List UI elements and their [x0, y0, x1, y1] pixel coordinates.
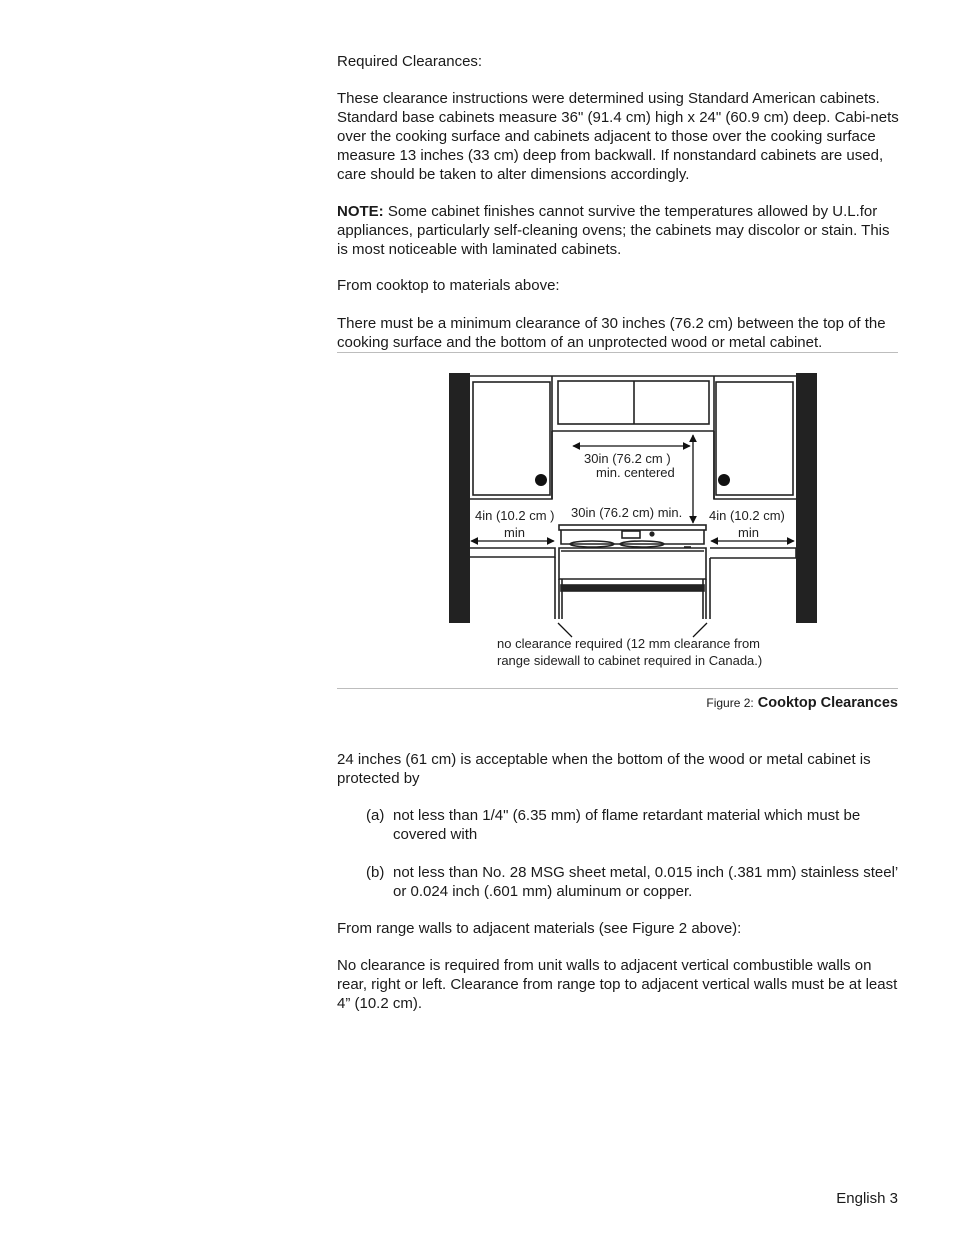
right-cabinet-knob	[718, 474, 730, 486]
label-right-1: 4in (10.2 cm)	[709, 508, 785, 523]
label-left-1: 4in (10.2 cm )	[475, 508, 555, 523]
left-cabinet-knob	[535, 474, 547, 486]
list-label: (b)	[366, 864, 385, 881]
label-mid: 30in (76.2 cm) min.	[571, 505, 683, 520]
range	[559, 525, 706, 619]
paragraph-note	[337, 202, 899, 259]
figure-note-1: no clearance required (12 mm clearance from	[497, 636, 761, 651]
cooktop-clearance-figure	[440, 366, 830, 676]
heading-range-walls: From range walls to adjacent materials (see Figure 2 above):	[337, 920, 742, 937]
note-label: NOTE:	[337, 203, 384, 220]
countertops	[470, 548, 796, 619]
figure-bottom-rule	[337, 688, 898, 689]
paragraph-intro: These clearance instructions were determined using Standard American cabinets. Standard base cabinets measure 36" (91.4 cm) high x 24" (60.9 cm) deep. Cabi-nets over the cooking surface and cabinets adjacent to those over the cooking surface measure 13 inches (33 cm) deep from backwall. If nonstandard cabinets are used, care should be taken to alter dimensions accordingly.	[337, 90, 899, 183]
paragraph-min-clearance: There must be a minimum clearance of 30 inches (76.2 cm) between the top of the cooking surface and the bottom of an unprotected wood or metal cabinet.	[337, 315, 886, 351]
figure-top-rule	[337, 352, 898, 353]
paragraph-walls: No clearance is required from unit walls to adjacent vertical combustible walls on rear, right or left. Clearance from range top to adjacent vertical walls must be at least 4” (10.2 cm).	[337, 957, 898, 1012]
list-text: not less than No. 28 MSG sheet metal, 0.015 inch (.381 mm) stainless steel’ or 0.024 inch (.601 mm) aluminum or copper.	[393, 864, 898, 900]
figure-caption	[706, 694, 898, 711]
label-right-2: min	[738, 525, 759, 540]
label-top-1: 30in (76.2 cm )	[584, 451, 671, 466]
heading-required-clearances: Required Clearances:	[337, 53, 483, 70]
page-footer: English 3	[836, 1190, 898, 1207]
label-left-2: min	[504, 525, 525, 540]
paragraph-24-inches: 24 inches (61 cm) is acceptable when the bottom of the wood or metal cabinet is protected by	[337, 751, 871, 787]
right-wall	[796, 373, 817, 623]
figure-note-2: range sidewall to cabinet required in Canada.)	[497, 653, 763, 668]
upper-cabinets	[470, 376, 796, 499]
list-text: not less than 1/4" (6.35 mm) of flame retardant material which must be covered with	[393, 807, 861, 843]
caption-figure-number: Figure 2:	[706, 696, 754, 710]
heading-cooktop-above: From cooktop to materials above:	[337, 277, 560, 294]
left-wall	[449, 373, 470, 623]
label-top-2: min. centered	[596, 465, 675, 480]
caption-title: Cooktop Clearances	[753, 695, 898, 711]
note-text: Some cabinet finishes cannot survive the temperatures allowed by U.L.for appliances, particularly self-cleaning ovens; the cabinets may discolor or stain. This is most noticeable with laminated cabinets.	[337, 203, 890, 258]
list-label: (a)	[366, 807, 385, 824]
